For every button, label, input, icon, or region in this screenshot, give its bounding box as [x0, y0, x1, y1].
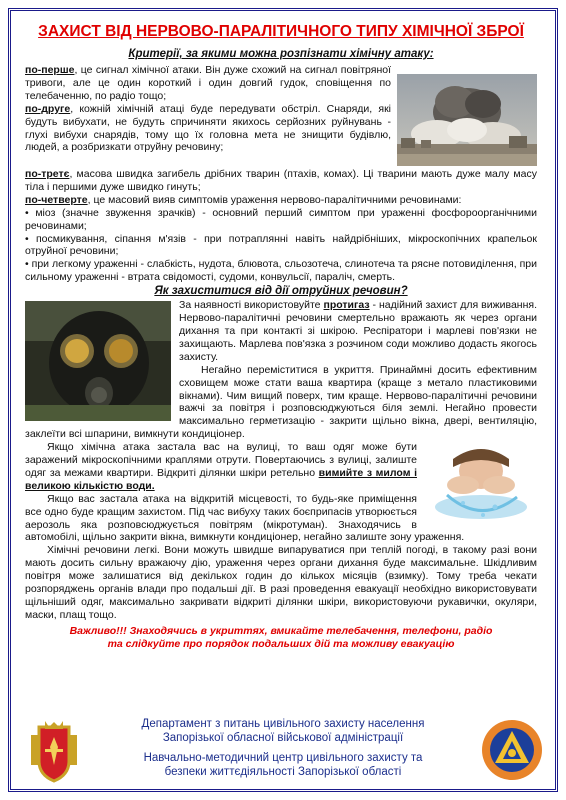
criterion-third — [25, 168, 537, 194]
third-keyword: по-третє — [25, 168, 70, 180]
fourth-keyword: по-четверте — [25, 193, 88, 206]
explosion-photo — [397, 74, 537, 166]
second-keyword: по-друге — [25, 102, 71, 115]
gas-pre: За наявності використовуйте — [179, 299, 324, 312]
washing-face-icon — [423, 445, 537, 525]
content — [25, 23, 537, 651]
first-keyword: по-перше — [25, 64, 75, 76]
street-text: Якщо хімічна атака застала вас на вулиці, то ваш одяг може бути заражений мікроскопічними краплями отрути. Повертаючись з вулиці, залиште одяг за межами квартири. Відкриті ділянки шкіри ретельно — [25, 441, 417, 479]
poster-page — [8, 8, 558, 792]
open-area-paragraph: Якщо вас застала атака на відкритій місцевості, то будь-яке приміщення все одно буде кращим захистом. Під час вибуху таких боєприпасів утворюється аерозоль яка розповсюджується повітрям (мікротуман). Знаходячись в автомобілі, щільно закрити вікна, вимкнути кондиціонер, негайно залиште зону ураження. — [25, 492, 465, 544]
first-text: , це сигнал хімічної атаки. Він дуже схожий на сигнал повітряної тривоги, але це один короткий і один довгий гудок, сповіщення по телебаченню, по радіо тощо; — [25, 64, 391, 102]
symptom-item: • при легкому ураженні - слабкість, нудота, блювота, сльозотеча, слинотеча та рясне потовиділення, при сильному ураженні - втрата свідомості, судоми, конвульсії, параліч, смерть. — [25, 258, 537, 284]
warning-line-2: та слідкуйте про порядок подальших дій та можливу евакуацію — [107, 637, 455, 650]
shelter-paragraph: Негайно переміститися в укриття. Принаймні досить ефективним сховищем може стати ваша квартира (краще з метало пластиковими вікнами). Чим вищий поверх, тим краще. Нервово-паралітичні речовини важчі за повітря і розповсюджуються біля землі. Негайно провести максимально герметизацію - закрити щільно вікна, двері, вентиляцію, заклеїти всі шпарини, вимкнути кондиціонер. — [25, 363, 537, 441]
fourth-text: , це масовий вияв симптомів ураження нервово-паралітичними речовинами: — [87, 193, 462, 206]
criterion-fourth — [25, 194, 537, 207]
explosion-image-icon — [397, 74, 537, 166]
third-text: , масова швидка загибель дрібних тварин (птахів, комах). Ці тварини мають дуже малу масу тіла і першими дуже швидко гинуть; — [25, 168, 537, 193]
second-text: , кожній хімічній атаці буде передувати обстріл. Снаряди, які будуть вибухати, не будуть спричиняти якихось серйозних руйнувань - глухі вибухи снарядів, тому що їх головна мета не знищити будівлю, людей, а розбризкати отруйну речовину; — [25, 102, 391, 154]
org-department — [133, 717, 433, 745]
chemicals-paragraph: Хімічні речовини легкі. Вони можуть швидше випаруватися при теплій погоді, в такому разі вони мають досить сильну вражаючу дію, ураження через органи дихання буде максимальне. Шкідливим повітря може залишатися від декількох годин до кількох місяців (взимку). Тому треба чекати розпоряджень органів влади про подальші дії. В разі проведення евакуації необхідно використовувати щільніший одяг, максимально закривати відкриті ділянки шкіри, використовуючи рукавички, окуляри, маски, плащ тощо. — [25, 544, 537, 621]
symptom-item: • міоз (значне звуження зрачків) - основний перший симптом при ураженні фосфороорганічними речовинами; — [25, 206, 537, 232]
gas-mask-icon — [25, 301, 171, 421]
region-coat-of-arms-icon — [31, 721, 77, 783]
warning-line-1: Важливо!!! Знаходячись в укриттях, вмикайте телебачення, телефони, радіо — [69, 624, 493, 637]
wash-keyword: вимийте з милом і великою кількістю води. — [25, 466, 417, 492]
symptom-item: • посмикування, сіпання м'язів - при потраплянні навіть найдрібніших, мікроскопічних крапельок отруйної речовини; — [25, 232, 537, 258]
page-title: ЗАХИСТ ВІД НЕРВОВО-ПАРАЛІТИЧНОГО ТИПУ ХІМІЧНОЇ ЗБРОЇ — [38, 23, 524, 40]
criteria-heading: Критерії, за якими можна розпізнати хімічну атаку: — [128, 48, 434, 60]
civil-protection-emblem-icon — [481, 719, 543, 781]
org2-line-1: Навчально-методичний центр цивільного захисту та — [143, 752, 423, 764]
footer — [11, 701, 555, 791]
gas-mask-photo — [25, 301, 171, 421]
org1-line-2: Запорізької обласної військової адміністрації — [162, 732, 404, 744]
gas-mask-keyword: протигаз — [323, 299, 370, 312]
org1-line-1: Департамент з питань цивільного захисту населення — [141, 718, 425, 730]
gas-text: - надійний захист для виживання. Нервово-паралітичні речовини смертельно вражають як через органи дихання та при контакті зі шкірою. Респіратори і марлеві пов'язки не захищають. Марлева пов'язка з розчином соди можливо додасть якогось захисту. — [179, 299, 537, 363]
org-training-center — [133, 751, 433, 779]
protect-heading: Як захиститися від дії отруйних речовин? — [154, 285, 408, 298]
washing-photo — [423, 445, 537, 525]
org2-line-2: безпеки життєдіяльності Запорізької області — [164, 766, 402, 778]
